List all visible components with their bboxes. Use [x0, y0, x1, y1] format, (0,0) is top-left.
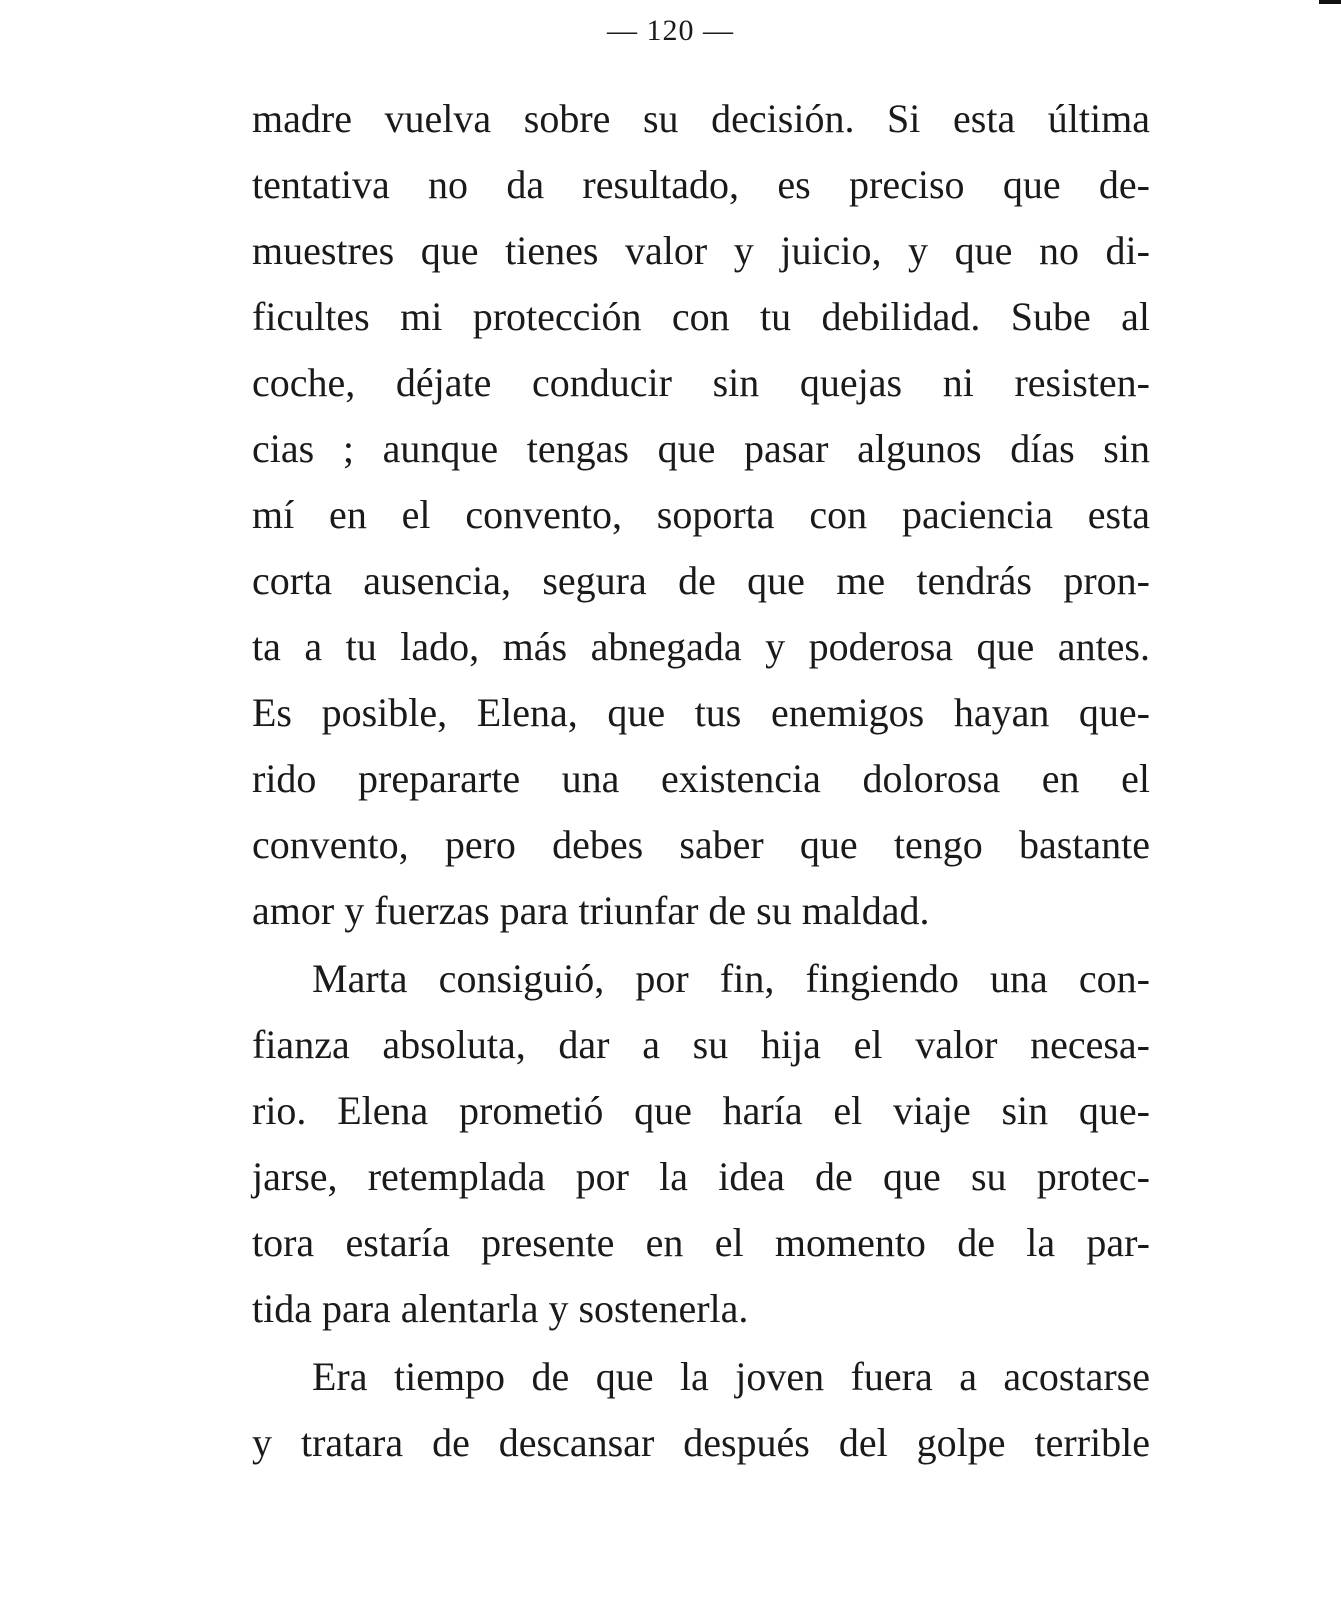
text-line: mí en el convento, soporta con paciencia esta	[252, 492, 1150, 537]
text-line: convento, pero debes saber que tengo bastante	[252, 822, 1150, 867]
paragraph-1	[252, 86, 1150, 944]
text-line: Marta consiguió, por fin, fingiendo una con-	[312, 956, 1150, 1001]
text-line: ficultes mi protección con tu debilidad. Sube al	[252, 294, 1150, 339]
text-line: tida para alentarla y sostenerla.	[252, 1286, 749, 1331]
text-line: ta a tu lado, más abnegada y poderosa que antes.	[252, 624, 1150, 669]
text-line: coche, déjate conducir sin quejas ni resisten-	[252, 360, 1150, 405]
text-line: tentativa no da resultado, es preciso que de-	[252, 162, 1150, 207]
text-line: rio. Elena prometió que haría el viaje sin que-	[252, 1088, 1150, 1133]
text-line: tora estaría presente en el momento de la par-	[252, 1220, 1150, 1265]
text-line: jarse, retemplada por la idea de que su protec-	[252, 1154, 1150, 1199]
text-line: cias ; aunque tengas que pasar algunos días sin	[252, 426, 1150, 471]
text-line: Es posible, Elena, que tus enemigos hayan que-	[252, 690, 1150, 735]
text-line: y tratara de descansar después del golpe terrible	[252, 1420, 1150, 1465]
text-line: fianza absoluta, dar a su hija el valor necesa-	[252, 1022, 1150, 1067]
text-line: Era tiempo de que la joven fuera a acostarse	[312, 1354, 1150, 1399]
text-line: corta ausencia, segura de que me tendrás pron-	[252, 558, 1150, 603]
text-line: muestres que tienes valor y juicio, y que no di-	[252, 228, 1150, 273]
page-number: — 120 —	[607, 14, 734, 47]
text-line: madre vuelva sobre su decisión. Si esta última	[252, 96, 1150, 141]
scan-edge-mark	[1319, 0, 1341, 4]
body-text	[252, 86, 1150, 1476]
text-line: amor y fuerzas para triunfar de su maldad.	[252, 888, 930, 933]
paragraph-3	[252, 1344, 1150, 1476]
text-line: rido prepararte una existencia dolorosa en el	[252, 756, 1150, 801]
paragraph-2	[252, 946, 1150, 1342]
